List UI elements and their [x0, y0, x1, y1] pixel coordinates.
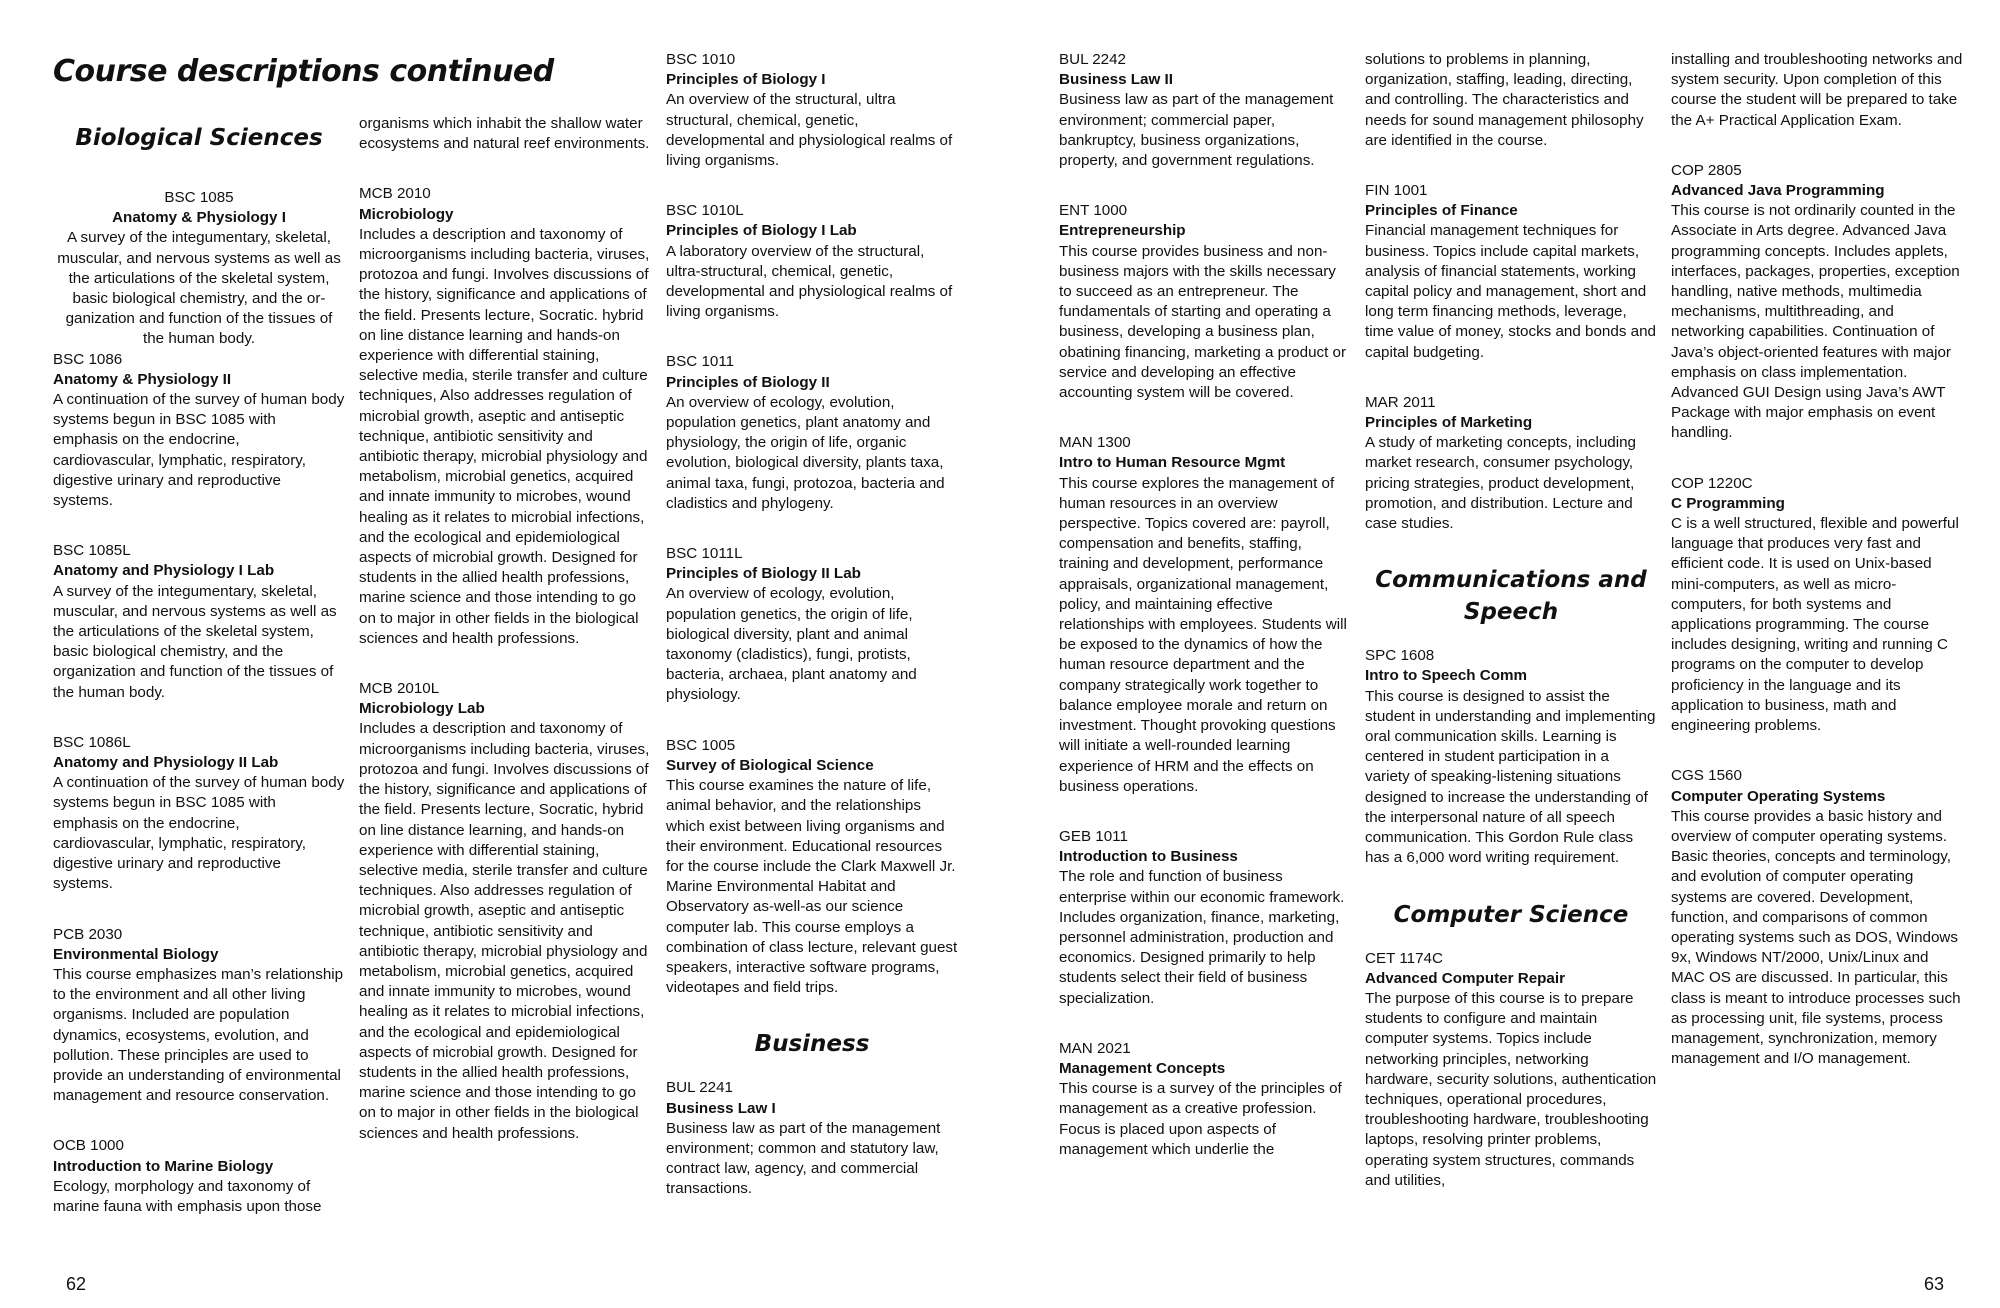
- course-description: A laboratory overview of the structural, ultra-structural, chemical, genetic, developmental and physiological realms of living organisms.: [666, 242, 953, 321]
- continued-description: solutions to problems in planning, organization, staffing, leading, directing, and controlling. The characteristics and needs for sound management philosophy are identified in the course.: [1365, 51, 1644, 149]
- course-code: BSC 1085: [164, 189, 234, 206]
- course-description: This course is a survey of the principles of management as a creative profession. Focus is placed upon aspects of management which underlie the: [1059, 1080, 1342, 1158]
- course-title: Principles of Biology I: [666, 71, 826, 89]
- course-code: GEB 1011: [1059, 827, 1128, 845]
- course-bsc-1011l: [666, 544, 958, 706]
- course-code: COP 1220C: [1671, 474, 1753, 492]
- course-cop-2805: [1671, 161, 1963, 444]
- column-1: [53, 50, 345, 1247]
- section-heading-business: Business: [754, 1031, 870, 1058]
- course-title: Microbiology: [359, 205, 454, 223]
- course-geb-1011: [1059, 827, 1351, 1009]
- course-title: Principles of Biology II Lab: [666, 565, 861, 583]
- course-code: MAR 2011: [1365, 393, 1436, 411]
- column-3: [666, 50, 958, 1230]
- course-code: MCB 2010L: [359, 680, 440, 698]
- course-title: Principles of Biology II: [666, 373, 830, 391]
- column-2: [359, 114, 651, 1174]
- course-title: Anatomy & Physiology II: [53, 370, 232, 388]
- course-code: BUL 2241: [666, 1079, 733, 1097]
- course-bsc-1085l: [53, 541, 345, 703]
- course-continued-text: [1365, 50, 1657, 151]
- course-title: Survey of Biological Science: [666, 756, 874, 774]
- course-cet-1174c: [1365, 949, 1657, 1191]
- section-heading-computer-science: Computer Science: [1393, 901, 1629, 928]
- course-code: BSC 1086: [53, 350, 123, 368]
- course-description: Financial management techniques for business. Topics include capital markets, analysis of financial statements, working capital policy and management, short and long term financing methods, leverage, time value of money, stocks and bonds and capital budgeting.: [1365, 222, 1656, 361]
- course-description: This course examines the nature of life, animal behavior, and the relationships which exist between living organisms and their environment. Educational resources for the course include the Clark Maxwell Jr. Marine Environmental Habitat and Observatory as-well-as our science computer lab. This course employs a combination of class lecture, relevant guest speakers, interactive software programs, videotapes and field trips.: [666, 777, 958, 997]
- course-title: Business Law I: [666, 1099, 776, 1117]
- course-title: Principles of Finance: [1365, 202, 1518, 220]
- course-code: FIN 1001: [1365, 182, 1428, 200]
- course-title: Introduction to Business: [1059, 848, 1238, 866]
- course-man-2021: [1059, 1039, 1351, 1160]
- course-bsc-1010l: [666, 201, 958, 322]
- course-spc-1608: [1365, 646, 1657, 868]
- course-title: Computer Operating Systems: [1671, 787, 1886, 805]
- course-fin-1001: [1365, 181, 1657, 363]
- course-description: A survey of the integumentary, skeletal, muscular, and nervous systems as well as the articulations of the skeletal system, basic biological chemistry, and the or-ganization and function of the tissues of the human body.: [57, 229, 341, 348]
- course-code: BSC 1011L: [666, 545, 743, 563]
- course-description: C is a well structured, flexible and powerful language that produces very fast and efficient code. It is used on Unix-based mini-computers, as well as micro-computers, for both systems and applications programming. The course includes designing, writing and running C programs on the computer to develop proficiency in the language and its application to business, math and engineering problems.: [1671, 515, 1959, 735]
- course-bsc-1085: [53, 188, 345, 350]
- page-heading: Course descriptions continued: [53, 54, 554, 89]
- course-title: Advanced Computer Repair: [1365, 969, 1566, 987]
- course-description: This course provides a basic history and overview of computer operating systems. Basic theories, concepts and terminology, and evolution of computer operating systems are covered. Development, function, and comparisons of common operating systems such as DOS, Windows 9x, Windows NT/2000, Unix/Linux and MAC OS are discussed. In particular, this class is meant to introduce processes such as processing unit, file systems, process management, synchronization, memory management and I/O management.: [1671, 807, 1961, 1068]
- course-description: A study of marketing concepts, including market research, consumer psychology, pricing strategies, product development, promotion, and distribution. Lecture and case studies.: [1365, 434, 1636, 533]
- course-description: The role and function of business enterprise within our economic framework. Includes organization, finance, marketing, personnel administration, production and economics. Designed primarily to help students select their field of business specialization.: [1059, 868, 1345, 1007]
- column-4: [1059, 50, 1351, 1190]
- course-description: An overview of ecology, evolution, population genetics, the origin of life, biological diversity, plant and animal taxonomy (cladistics), fungi, protists, bacteria, archaea, plant anatomy and physiology.: [666, 585, 917, 704]
- course-title: Intro to Speech Comm: [1365, 667, 1528, 685]
- course-title: Anatomy and Physiology II Lab: [53, 754, 279, 772]
- course-description: This course provides business and non-business majors with the skills necessary to succeed as an entrepreneur. The fundamentals of starting and operating a business, developing a business plan, obatining financing, marketing a product or service and developing an effective accounting system will be covered.: [1059, 242, 1347, 402]
- course-description: Includes a description and taxonomy of microorganisms including bacteria, viruses, protozoa and fungi. Involves discussions of the history, significance and applications of the field. Presents lecture, Socratic, hybrid on line distance learning, and hands-on experience with differential staining, selective media, sterile transfer and culture techniques. Also addresses regulation of microbial growth, aseptic and antiseptic technique, antibiotic sensitivity and antibiotic therapy, microbial physiology and metabolism, microbial genetics, acquired and innate immunity to microbes, wound healing as it relates to microbial infections, and the ecological and epidemiological aspects of microbial growth. Designed for students in the allied health professions, marine science and those intending to go on to major in other fields in the biological sciences and health professions.: [359, 720, 650, 1142]
- page-number-left: 62: [66, 1274, 87, 1294]
- course-man-1300: [1059, 433, 1351, 797]
- course-title: Entrepreneurship: [1059, 222, 1186, 240]
- course-bsc-1005: [666, 736, 958, 999]
- course-code: CET 1174C: [1365, 949, 1443, 967]
- course-title: Advanced Java Programming: [1671, 182, 1885, 200]
- course-code: BUL 2242: [1059, 51, 1126, 68]
- course-description: This course explores the management of human resources in an overview perspective. Topics covered are: payroll, compensation and benefits, staffing, training and development, performance appraisals, organizational management, policy, and maintaining effective relationships with employees. Students will be exposed to the dynamics of how the human resource department and the company strategically work together to balance employee morale and return on investment. Thought provoking questions will initiate a well-rounded learning experience of HRM and the effects on business operations.: [1059, 474, 1347, 795]
- course-description: A continuation of the survey of human body systems begun in BSC 1085 with emphasis on the endocrine, cardiovascular, lymphatic, respiratory, digestive urinary and reproductive systems.: [53, 391, 345, 510]
- course-ent-1000: [1059, 201, 1351, 403]
- course-code: BSC 1010L: [666, 202, 744, 220]
- course-title: Anatomy and Physiology I Lab: [53, 562, 275, 580]
- course-continued-text: [359, 114, 651, 154]
- course-description: An overview of ecology, evolution, population genetics, plant anatomy and physiology, the origin of life, organic evolution, biological diversity, plants taxa, animal taxa, fungi, protozoa, bacteria and cladistics and phylogeny.: [666, 393, 945, 512]
- course-bul-2241: [666, 1078, 958, 1199]
- course-code: PCB 2030: [53, 925, 123, 943]
- course-code: BSC 1010: [666, 51, 736, 68]
- course-description: This course is designed to assist the student in understanding and implementing oral communication skills. Learning is centered in student participation in a variety of speaking-listening situations designed to increase the understanding of the interpersonal nature of all speech communication. This Gordon Rule class has a 6,000 word writing requirement.: [1365, 687, 1656, 867]
- course-description: This course is not ordinarily counted in the Associate in Arts degree. Advanced Java programming concepts. Includes applets, interfaces, packages, properties, exception handling, native methods, multimedia mechanisms, multithreading, and networking capabilities. Continuation of Java’s object-oriented features with major emphasis on class implementation. Advanced GUI Design using Java’s AWT Package with major emphasis on event handling.: [1671, 202, 1960, 442]
- column-5: [1365, 50, 1657, 1221]
- course-title: Management Concepts: [1059, 1059, 1226, 1077]
- course-bsc-1086: [53, 350, 345, 512]
- course-description: Includes a description and taxonomy of microorganisms including bacteria, viruses, protozoa and fungi. Involves discussions of the history, significance and applications of the field. Presents lecture, Socratic. hybrid on line distance learning and hands-on experience with differential staining, selective media, sterile transfer and culture techniques, Also addresses regulation of microbial growth, aseptic and antiseptic technique, antibiotic sensitivity and antibiotic therapy, microbial physiology and metabolism, microbial genetics, acquired and innate immunity to microbes, wound healing as it relates to microbial infections, and the ecological and epidemiological aspects of microbial growth. Designed for students in the allied health professions, marine science and those intending to go on to major in other fields in the biological sciences and health professions.: [359, 225, 650, 647]
- course-code: SPC 1608: [1365, 647, 1435, 665]
- course-bsc-1086l: [53, 733, 345, 895]
- section-heading-communications-and-speech: Communications and Speech: [1375, 567, 1647, 626]
- course-title: Anatomy & Physiology I: [112, 209, 286, 227]
- course-mcb-2010l: [359, 679, 651, 1144]
- course-code: BSC 1085L: [53, 542, 131, 560]
- course-continued-text: [1671, 50, 1963, 131]
- continued-description: organisms which inhabit the shallow water ecosystems and natural reef environments.: [359, 115, 650, 153]
- course-code: OCB 1000: [53, 1137, 124, 1155]
- course-description: Business law as part of the management environment; common and statutory law, contract law, agency, and commercial transactions.: [666, 1119, 941, 1198]
- course-mcb-2010: [359, 184, 651, 649]
- course-pcb-2030: [53, 925, 345, 1107]
- course-title: Intro to Human Resource Mgmt: [1059, 454, 1286, 472]
- course-ocb-1000: [53, 1136, 345, 1217]
- course-code: MCB 2010: [359, 185, 431, 203]
- course-mar-2011: [1365, 393, 1657, 534]
- course-bsc-1010: [666, 50, 958, 171]
- course-code: BSC 1011: [666, 353, 735, 371]
- continued-description: installing and troubleshooting networks and system security. Upon completion of this course the student will be prepared to take the A+ Practical Application Exam.: [1671, 51, 1963, 129]
- course-bsc-1011: [666, 352, 958, 514]
- course-code: BSC 1005: [666, 736, 736, 754]
- page-number-right: 63: [1924, 1274, 1945, 1294]
- course-code: MAN 2021: [1059, 1039, 1131, 1057]
- course-code: BSC 1086L: [53, 733, 131, 751]
- course-title: C Programming: [1671, 494, 1785, 512]
- column-6: [1671, 50, 1963, 1099]
- course-description: A continuation of the survey of human body systems begun in BSC 1085 with emphasis on the endocrine, cardiovascular, lymphatic, respiratory, digestive urinary and reproductive systems.: [53, 774, 345, 893]
- course-title: Principles of Marketing: [1365, 414, 1533, 432]
- course-description: Ecology, morphology and taxonomy of marine fauna with emphasis upon those: [53, 1177, 322, 1215]
- course-description: The purpose of this course is to prepare students to configure and maintain computer systems. Topics include networking principles, networking hardware, security solutions, authentication techniques, operational procedures, troubleshooting hardware, troubleshooting laptops, resolving printer problems, operating system structures, commands and utilities,: [1365, 989, 1657, 1189]
- course-description: This course emphasizes man’s relationship to the environment and all other living organisms. Included are population dynamics, ecosystems, evolution, and pollution. These principles are used to provide an understanding of environmental management and resource conservation.: [53, 965, 344, 1105]
- course-code: COP 2805: [1671, 161, 1742, 179]
- course-description: A survey of the integumentary, skeletal, muscular, and nervous systems as well as the articulations of the skeletal system, basic biological chemistry, and the organization and function of the tissues of the human body.: [53, 582, 337, 701]
- course-bul-2242: [1059, 50, 1351, 171]
- course-code: MAN 1300: [1059, 434, 1131, 452]
- section-heading-biological-sciences: Biological Sciences: [75, 125, 323, 151]
- course-code: CGS 1560: [1671, 767, 1742, 785]
- course-cgs-1560: [1671, 766, 1963, 1069]
- course-title: Environmental Biology: [53, 945, 219, 963]
- course-description: Business law as part of the management environment; commercial paper, bankruptcy, business organizations, property, and government regulations.: [1059, 91, 1334, 170]
- course-title: Introduction to Marine Biology: [53, 1157, 274, 1175]
- course-title: Business Law II: [1059, 71, 1173, 89]
- course-title: Microbiology Lab: [359, 700, 485, 718]
- course-title: Principles of Biology I Lab: [666, 222, 857, 240]
- course-description: An overview of the structural, ultra structural, chemical, genetic, developmental and physiological realms of living organisms.: [666, 91, 953, 170]
- course-code: ENT 1000: [1059, 202, 1128, 220]
- course-cop-1220c: [1671, 474, 1963, 737]
